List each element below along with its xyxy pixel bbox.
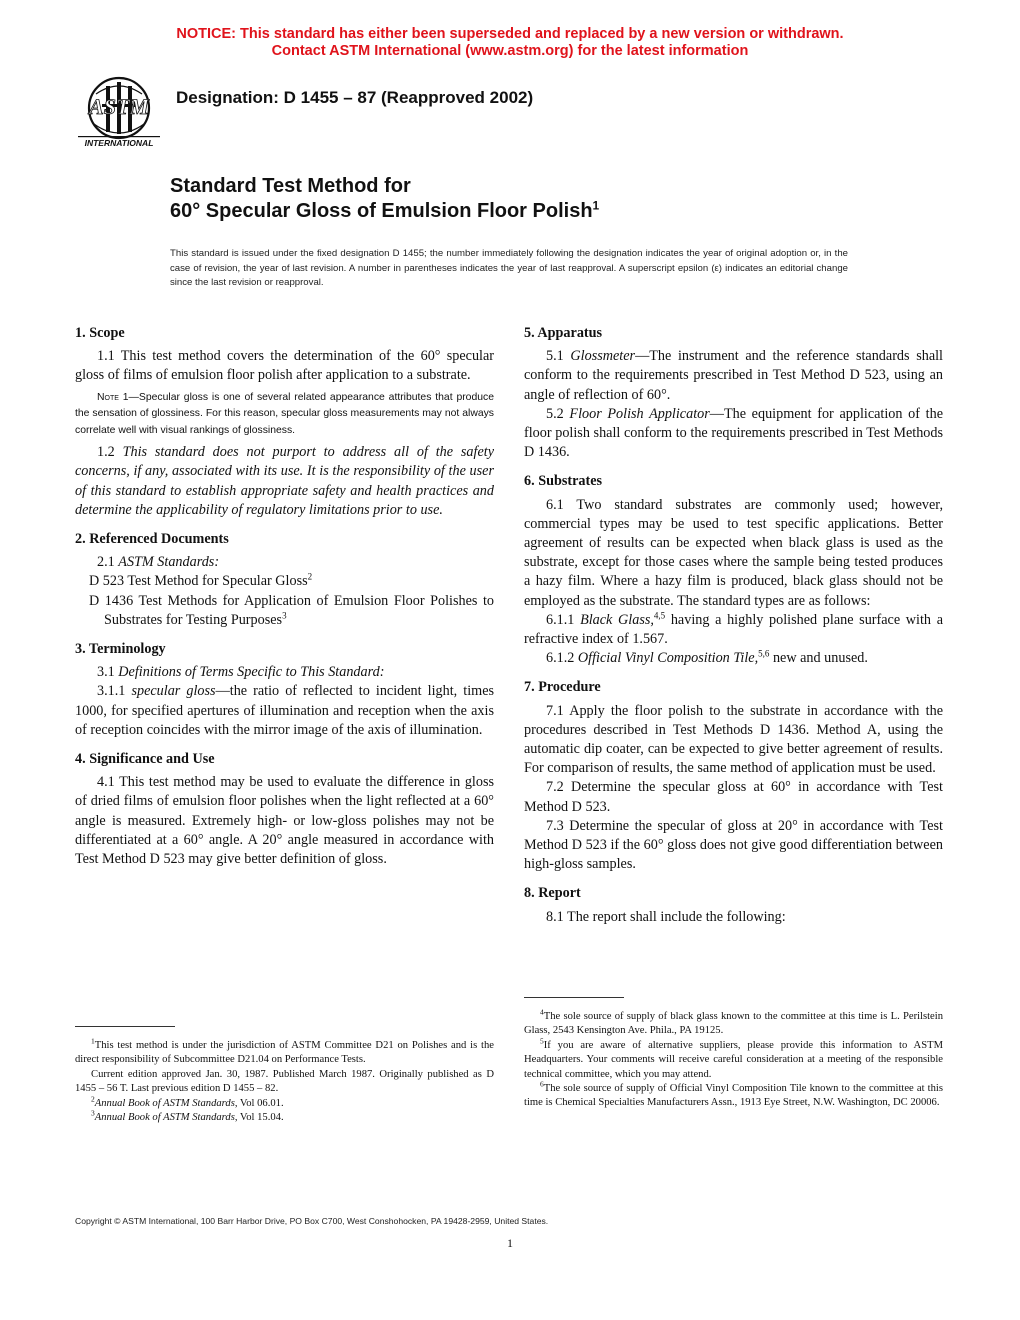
footnote <box>524 1007 943 1039</box>
defined-term: Official Vinyl Composition Tile, <box>577 650 759 667</box>
paragraph: 4.1 This test method may be used to evaluate the difference in gloss of dried films of emulsion floor polishes when the light reflected at a 60° angle is measured. Extremely high- or low-gloss polishes may not be differentiated at a 60° angle. A 20° angle measured in accordance with Test Method D 523 may give better definition of gloss. <box>75 774 494 867</box>
footnotes-left <box>75 1036 494 1125</box>
footnote-text: This test method is under the jurisdiction of ASTM Committee D21 on Polishes and is the direct responsibility of Subcommittee D21.04 on Performance Tests. <box>75 1040 494 1066</box>
section-heading: 5. Apparatus <box>524 325 603 341</box>
notice-banner <box>0 26 1020 60</box>
footnote-mark: 3 <box>282 610 287 620</box>
paragraph-italic-text: ASTM Standards: <box>118 554 220 571</box>
paragraph-number: 6.1.1 <box>546 611 581 628</box>
footnote <box>75 1094 494 1111</box>
copyright-notice: Copyright © ASTM International, 100 Barr Harbor Drive, PO Box C700, West Conshohocken, PA 19428-2959, United States. <box>75 1216 549 1226</box>
left-column <box>75 322 494 869</box>
referenced-document <box>75 592 494 630</box>
paragraph-italic-text: Definitions of Terms Specific to This Standard: <box>118 664 385 681</box>
paragraph <box>524 405 943 463</box>
paragraph <box>75 553 494 572</box>
defined-term: Floor Polish Applicator <box>569 405 710 422</box>
paragraph: 7.3 Determine the specular of gloss at 20° in accordance with Test Method D 523 if the 60° gloss does not give good differentiation between high-gloss samples. <box>524 817 943 873</box>
designation: Designation: D 1455 – 87 (Reapproved 2002) <box>176 88 534 107</box>
paragraph <box>75 443 494 520</box>
footnote-mark: 3 <box>91 1108 95 1118</box>
title-line-2 <box>170 199 599 224</box>
section-heading: 7. Procedure <box>524 679 601 696</box>
paragraph-text: —The equipment for application of the floor polish shall conform to the requirements prescribed in Test Methods D 1436. <box>524 405 943 461</box>
notice-line-1: NOTICE: This standard has either been superseded and replaced by a new version or withdrawn. <box>176 26 844 42</box>
footnote-text: , Vol 15.04. <box>234 1112 284 1124</box>
footnote-text: The sole source of supply of black glass known to the committee at this time is L. Perilstein Glass, 2543 Kensington Ave. Phila., PA 19125. <box>524 1011 943 1037</box>
section-heading: 2. Referenced Documents <box>75 530 229 547</box>
footnote-text: If you are aware of alternative suppliers, please provide this information to ASTM Headquarters. Your comments will receive careful consideration at a meeting of the responsible technical committee, which you may attend. <box>524 1039 943 1080</box>
footnote-divider <box>524 997 624 998</box>
paragraph-number: 3.1 <box>97 664 119 681</box>
paragraph-italic-text: This standard does not purport to address all of the safety concerns, if any, associated with its use. It is the responsibility of the user of this standard to establish appropriate safety and health practices and determine the applicability of regulatory limitations prior to use. <box>75 444 495 518</box>
defined-term: specular gloss <box>131 683 216 700</box>
section-heading: 6. Substrates <box>524 473 603 490</box>
paragraph-text: —The instrument and the reference standards shall conform to the requirements prescribed in Test Method D 523, using an angle of reflection of 60°. <box>524 348 943 403</box>
title-footnote-mark: 1 <box>592 198 600 213</box>
paragraph: 8.1 The report shall include the following: <box>546 908 786 925</box>
logo-text: ASTM <box>89 94 149 119</box>
paragraph-text: having a highly polished plane surface with a refractive index of 1.567. <box>524 611 944 648</box>
paragraph: 1.1 This test method covers the determination of the 60° specular gloss of films of emulsion floor polish after application to a substrate. <box>75 348 494 384</box>
paragraph-number: 6.1.2 <box>546 650 578 667</box>
notice-line-2: Contact ASTM International (www.astm.org) for the latest information <box>271 43 749 59</box>
paragraph: 7.1 Apply the floor polish to the substrate in accordance with the procedures described in Test Methods D 1436. Method A, using the automatic dip coater, can be expected to give better agreement of results. For comparison of results, the same method of application must be used. <box>524 702 943 777</box>
paragraph-number: 3.1.1 <box>97 683 132 700</box>
section-heading: 1. Scope <box>75 325 125 341</box>
footnotes-right <box>524 1007 943 1111</box>
footnote-book-title: Annual Book of ASTM Standards <box>94 1112 235 1124</box>
paragraph-number: 5.1 <box>546 348 571 365</box>
referenced-document <box>75 572 494 591</box>
section-heading: 3. Terminology <box>75 640 166 657</box>
paragraph <box>524 649 943 668</box>
footnote-mark: 5,6 <box>758 648 770 659</box>
footnote-mark: 1 <box>91 1036 95 1046</box>
paragraph-number: 1.2 <box>97 444 123 461</box>
footnote <box>75 1036 494 1068</box>
paragraph <box>75 682 494 740</box>
footnote <box>75 1108 494 1125</box>
astm-logo-icon <box>76 74 162 152</box>
defined-term: Glossmeter <box>570 348 636 365</box>
issuance-note: This standard is issued under the fixed designation D 1455; the number immediately following the designation indicates the year of original adoption or, in the case of revision, the year of last revision. A number in parentheses indicates the year of last reapproval. A superscript epsilon (ε) indicates an editorial change since the last revision or reapproval. <box>170 248 848 288</box>
reference-text: D 523 Test Method for Specular Gloss <box>89 573 308 590</box>
definition-text: —the ratio of reflected to incident light, times 1000, for specified apertures of illumination and reception when the axis of reception coincides with the mirror image of the axis of illumination. <box>75 683 495 738</box>
footnote <box>524 1079 943 1111</box>
defined-term: Black Glass, <box>580 611 654 628</box>
logo-subtext: INTERNATIONAL <box>84 138 154 148</box>
footnote <box>524 1036 943 1082</box>
paragraph: 6.1 Two standard substrates are commonly used; however, commercial types may be used to test specific applications. Better agreement of results can be expected when black glass is used as the substrate, except for those cases where the sample being tested produces a hazy film. Where a hazy film is produced, black glass should not be employed as the substrate. The standard types are as follows: <box>524 496 943 609</box>
paragraph <box>524 611 943 649</box>
footnote-mark: 4,5 <box>653 610 666 621</box>
paragraph <box>75 663 494 682</box>
section-heading: 4. Significance and Use <box>75 750 215 767</box>
paragraph: 7.2 Determine the specular gloss at 60° in accordance with Test Method D 523. <box>524 779 943 815</box>
paragraph-number: 5.2 <box>546 405 570 422</box>
page-number: 1 <box>507 1236 513 1250</box>
paragraph-number: 2.1 <box>97 554 119 571</box>
right-column <box>524 322 943 927</box>
reference-text: D 1436 Test Methods for Application of Emulsion Floor Polishes to Substrates for Testing Purposes <box>89 592 494 628</box>
footnote-divider <box>75 1026 175 1027</box>
footnote-mark: 6 <box>540 1079 544 1089</box>
title-line-1: Standard Test Method for <box>170 175 411 197</box>
paragraph <box>524 347 943 405</box>
footnote-mark: 4 <box>540 1007 544 1017</box>
footnote-text: , Vol 06.01. <box>234 1097 284 1109</box>
footnote-book-title: Annual Book of ASTM Standards <box>94 1097 235 1109</box>
note-text: —Specular gloss is one of several related appearance attributes that produce the sensation of glossiness. For this reason, specular gloss measurements may not always correlate well with visual rankings of glossiness. <box>75 391 494 436</box>
document-title <box>170 174 599 224</box>
footnote-mark: 2 <box>91 1094 95 1104</box>
section-heading: 8. Report <box>524 885 581 902</box>
footnote-mark: 5 <box>540 1036 544 1046</box>
title-line-2-text: 60° Specular Gloss of Emulsion Floor Polish <box>170 200 593 222</box>
footnote-text: The sole source of supply of Official Vinyl Composition Tile known to the committee at this time is Chemical Specialties Manufacturers Assn., 1913 Eye Street, N.W. Washington, DC 20006. <box>524 1083 943 1109</box>
footnote-mark: 2 <box>307 571 313 582</box>
note <box>75 390 494 440</box>
footnote: Current edition approved Jan. 30, 1987. Published March 1987. Originally published as D 1455 – 56 T. Last previous edition D 1455 – 82. <box>75 1068 494 1095</box>
paragraph-text: new and unused. <box>769 650 868 667</box>
note-label: Note 1 <box>97 391 129 403</box>
